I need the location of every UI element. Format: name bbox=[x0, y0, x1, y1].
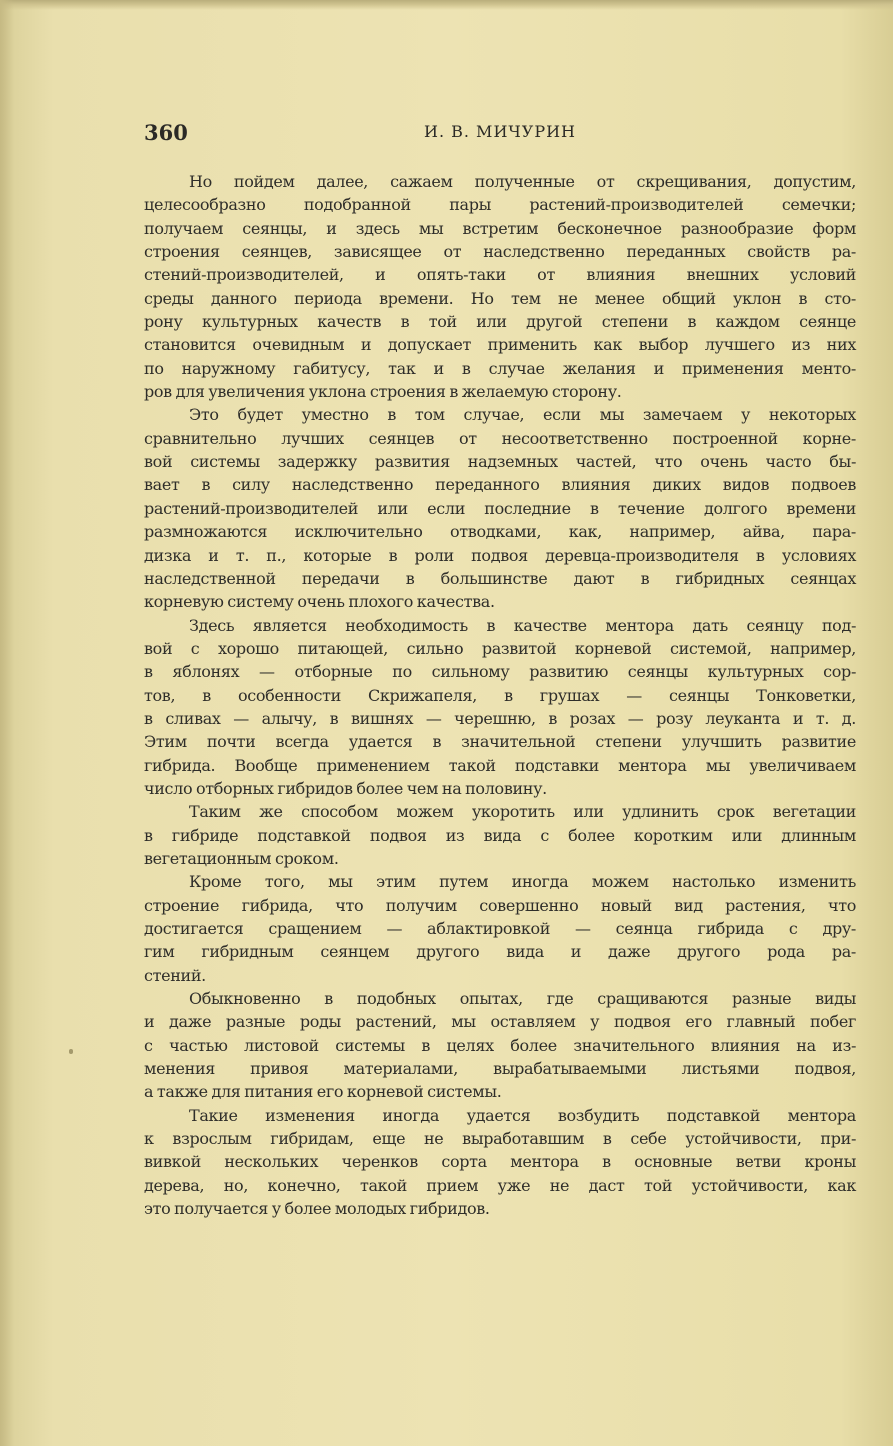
text-line: стений. bbox=[144, 965, 206, 985]
paragraph bbox=[144, 1104, 856, 1221]
text-line: Обыкновенно в подобных опытах, где сращиваются разные виды bbox=[189, 989, 856, 1009]
text-line: Таким же способом можем укоротить или удлинить срок вегетации bbox=[189, 802, 856, 822]
page-top-edge bbox=[0, 0, 893, 10]
running-head bbox=[144, 118, 856, 148]
text-line: в гибриде подставкой подвоя из вида с более коротким или длинным bbox=[144, 825, 856, 845]
text-line: а также для питания его корневой системы. bbox=[144, 1082, 502, 1102]
paragraph bbox=[144, 614, 856, 801]
text-line: становится очевидным и допускает применить как выбор лучшего из них bbox=[144, 335, 856, 355]
text-line: Это будет уместно в том случае, если мы замечаем у некоторых bbox=[189, 405, 856, 425]
page-number: 360 bbox=[144, 120, 188, 145]
text-line: наследственной передачи в большинстве дают в гибридных сеянцах bbox=[144, 568, 856, 588]
text-line: тов, в особенности Скрижапеля, в грушах — сеянцы Тонковетки, bbox=[144, 685, 856, 705]
paragraph bbox=[144, 170, 856, 403]
text-line: корневую систему очень плохого качества. bbox=[144, 592, 495, 612]
text-line: дерева, но, конечно, такой прием уже не даст той устойчивости, как bbox=[144, 1175, 856, 1195]
text-line: сравнительно лучших сеянцев от несоответственно построенной корне- bbox=[144, 428, 856, 448]
text-line: к взрослым гибридам, еще не выработавшим в себе устойчивости, при- bbox=[144, 1129, 856, 1149]
paragraph bbox=[144, 800, 856, 870]
text-line: среды данного периода времени. Но тем не менее общий уклон в сто- bbox=[144, 288, 856, 308]
text-line: рону культурных качеств в той или другой степени в каждом сеянце bbox=[144, 312, 856, 332]
author-header: И. В. МИЧУРИН bbox=[424, 122, 576, 141]
text-line: вой с хорошо питающей, сильно развитой корневой системой, например, bbox=[144, 638, 856, 658]
paper-speck bbox=[69, 1049, 73, 1054]
paragraph bbox=[144, 870, 856, 987]
page-left-edge bbox=[0, 0, 14, 1446]
text-line: Но пойдем далее, сажаем полученные от скрещивания, допустим, bbox=[189, 172, 856, 191]
text-line: в яблонях — отборные по сильному развитию сеянцы культурных сор- bbox=[144, 662, 856, 682]
text-line: с частью листовой системы в целях более значительного влияния на из- bbox=[144, 1035, 856, 1055]
text-line: стений-производителей, и опять-таки от влияния внешних условий bbox=[144, 265, 856, 285]
text-line: гим гибридным сеянцем другого вида и даже другого рода ра- bbox=[144, 942, 856, 962]
text-line: число отборных гибридов более чем на половину. bbox=[144, 778, 547, 798]
text-line: гибрида. Вообще применением такой подставки ментора мы увеличиваем bbox=[144, 755, 856, 775]
text-line: это получается у более молодых гибридов. bbox=[144, 1199, 490, 1219]
text-line: менения привоя материалами, вырабатываемыми листьями подвоя, bbox=[144, 1059, 856, 1079]
text-line: получаем сеянцы, и здесь мы встретим бесконечное разнообразие форм bbox=[144, 218, 856, 238]
text-line: строение гибрида, что получим совершенно новый вид растения, что bbox=[144, 895, 856, 915]
text-line: растений-производителей или если последние в течение долгого времени bbox=[144, 498, 856, 518]
paragraph bbox=[144, 987, 856, 1104]
text-line: размножаются исключительно отводками, как, например, айва, пара- bbox=[144, 522, 856, 542]
text-line: вивкой нескольких черенков сорта ментора в основные ветви кроны bbox=[144, 1152, 856, 1172]
text-line: строения сеянцев, зависящее от наследственно переданных свойств ра- bbox=[144, 242, 856, 262]
text-line: Кроме того, мы этим путем иногда можем настолько изменить bbox=[189, 872, 856, 892]
text-line: ров для увеличения уклона строения в желаемую сторону. bbox=[144, 382, 622, 402]
text-line: Здесь является необходимость в качестве ментора дать сеянцу под- bbox=[189, 615, 856, 635]
text-line: вает в силу наследственно переданного влияния диких видов подвоев bbox=[144, 475, 856, 495]
text-line: вегетационным сроком. bbox=[144, 848, 339, 868]
text-line: дизка и т. п., которые в роли подвоя деревца-производителя в условиях bbox=[144, 545, 856, 565]
text-line: Такие изменения иногда удается возбудить подставкой ментора bbox=[189, 1105, 856, 1125]
text-line: целесообразно подобранной пары растений-производителей семечки; bbox=[144, 195, 856, 215]
paragraph bbox=[144, 403, 856, 613]
text-line: в сливах — алычу, в вишнях — черешню, в розах — розу леуканта и т. д. bbox=[144, 708, 856, 728]
text-line: достигается сращением — аблактировкой — сеянца гибрида с дру- bbox=[144, 919, 856, 938]
text-line: по наружному габитусу, так и в случае желания и применения менто- bbox=[144, 358, 856, 378]
text-line: и даже разные роды растений, мы оставляем у подвоя его главный побег bbox=[144, 1012, 856, 1032]
text-line: Этим почти всегда удается в значительной степени улучшить развитие bbox=[144, 732, 856, 752]
text-line: вой системы задержку развития надземных частей, что очень часто бы- bbox=[144, 452, 856, 472]
body-text bbox=[144, 170, 856, 1220]
